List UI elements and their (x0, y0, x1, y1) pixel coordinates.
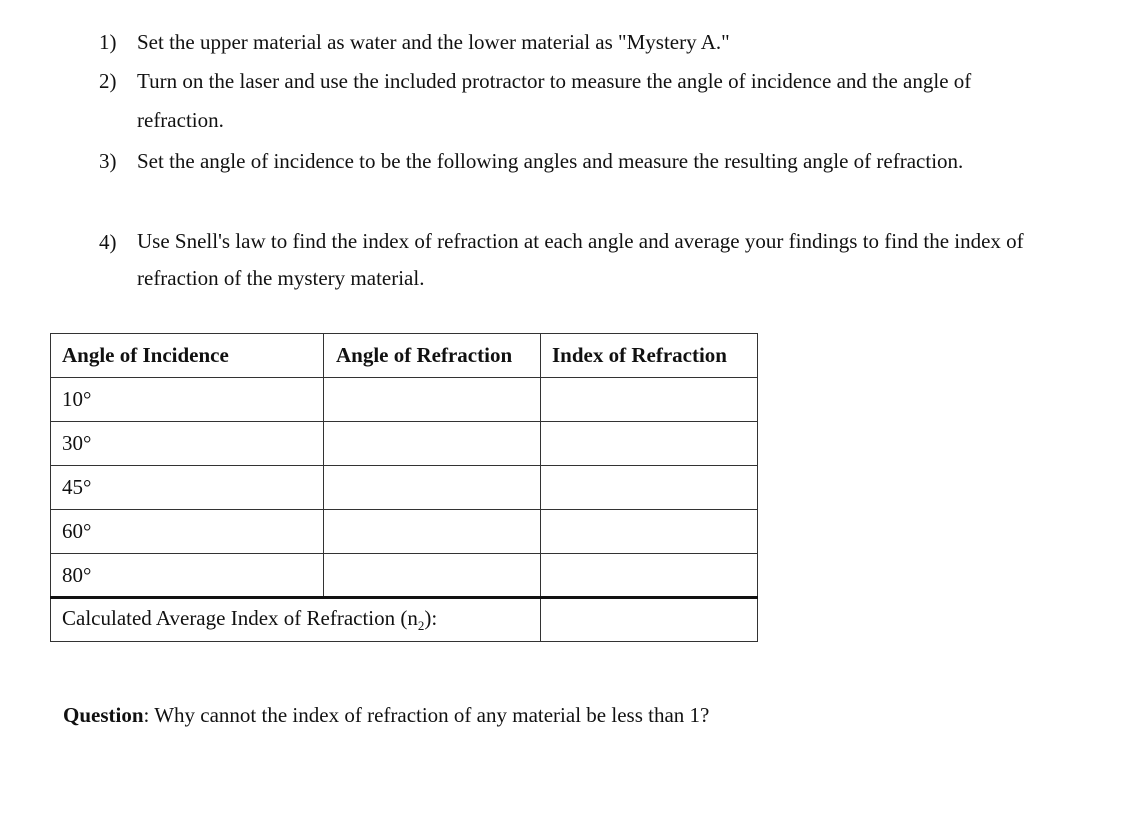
average-label (51, 598, 541, 642)
step-text: Set the upper material as water and the lower material as "Mystery A." (137, 30, 730, 54)
average-label-subscript: 2 (417, 618, 425, 633)
header-angle-of-refraction: Angle of Refraction (324, 334, 541, 378)
refraction-cell[interactable] (324, 466, 541, 510)
step-text: Turn on the laser and use the included protractor to measure the angle of incidence and the angle of refraction. (137, 69, 972, 132)
header-index-of-refraction: Index of Refraction (541, 334, 758, 378)
index-cell[interactable] (541, 510, 758, 554)
index-cell[interactable] (541, 466, 758, 510)
table-row (51, 510, 758, 554)
average-label-prefix: Calculated Average Index of Refraction (n (62, 606, 418, 630)
refraction-data-table (50, 333, 758, 642)
table-row (51, 422, 758, 466)
average-label-suffix: ): (424, 606, 438, 630)
incidence-cell: 60° (51, 510, 324, 554)
incidence-cell: 30° (51, 422, 324, 466)
table-row (51, 554, 758, 598)
refraction-cell[interactable] (324, 378, 541, 422)
step-number: 1) (99, 30, 117, 54)
table-row (51, 466, 758, 510)
incidence-cell: 10° (51, 378, 324, 422)
step-number: 3) (99, 149, 117, 173)
step-text: Use Snell's law to find the index of refraction at each angle and average your findings to find the index of refraction of the mystery material. (137, 229, 1024, 290)
refraction-cell[interactable] (324, 554, 541, 598)
header-angle-of-incidence: Angle of Incidence (51, 334, 324, 378)
step-number: 2) (99, 69, 117, 93)
question-paragraph (63, 701, 709, 729)
question-label: Question (63, 703, 144, 727)
average-value-cell[interactable] (541, 598, 758, 642)
incidence-cell: 45° (51, 466, 324, 510)
index-cell[interactable] (541, 554, 758, 598)
step-text: Set the angle of incidence to be the following angles and measure the resulting angle of refraction. (137, 149, 964, 173)
average-row (51, 598, 758, 642)
index-cell[interactable] (541, 422, 758, 466)
question-text: : Why cannot the index of refraction of any material be less than 1? (143, 703, 710, 727)
table-header-row (51, 334, 758, 378)
refraction-cell[interactable] (324, 422, 541, 466)
refraction-cell[interactable] (324, 510, 541, 554)
index-cell[interactable] (541, 378, 758, 422)
incidence-cell: 80° (51, 554, 324, 598)
table-row (51, 378, 758, 422)
step-number: 4) (99, 230, 117, 254)
